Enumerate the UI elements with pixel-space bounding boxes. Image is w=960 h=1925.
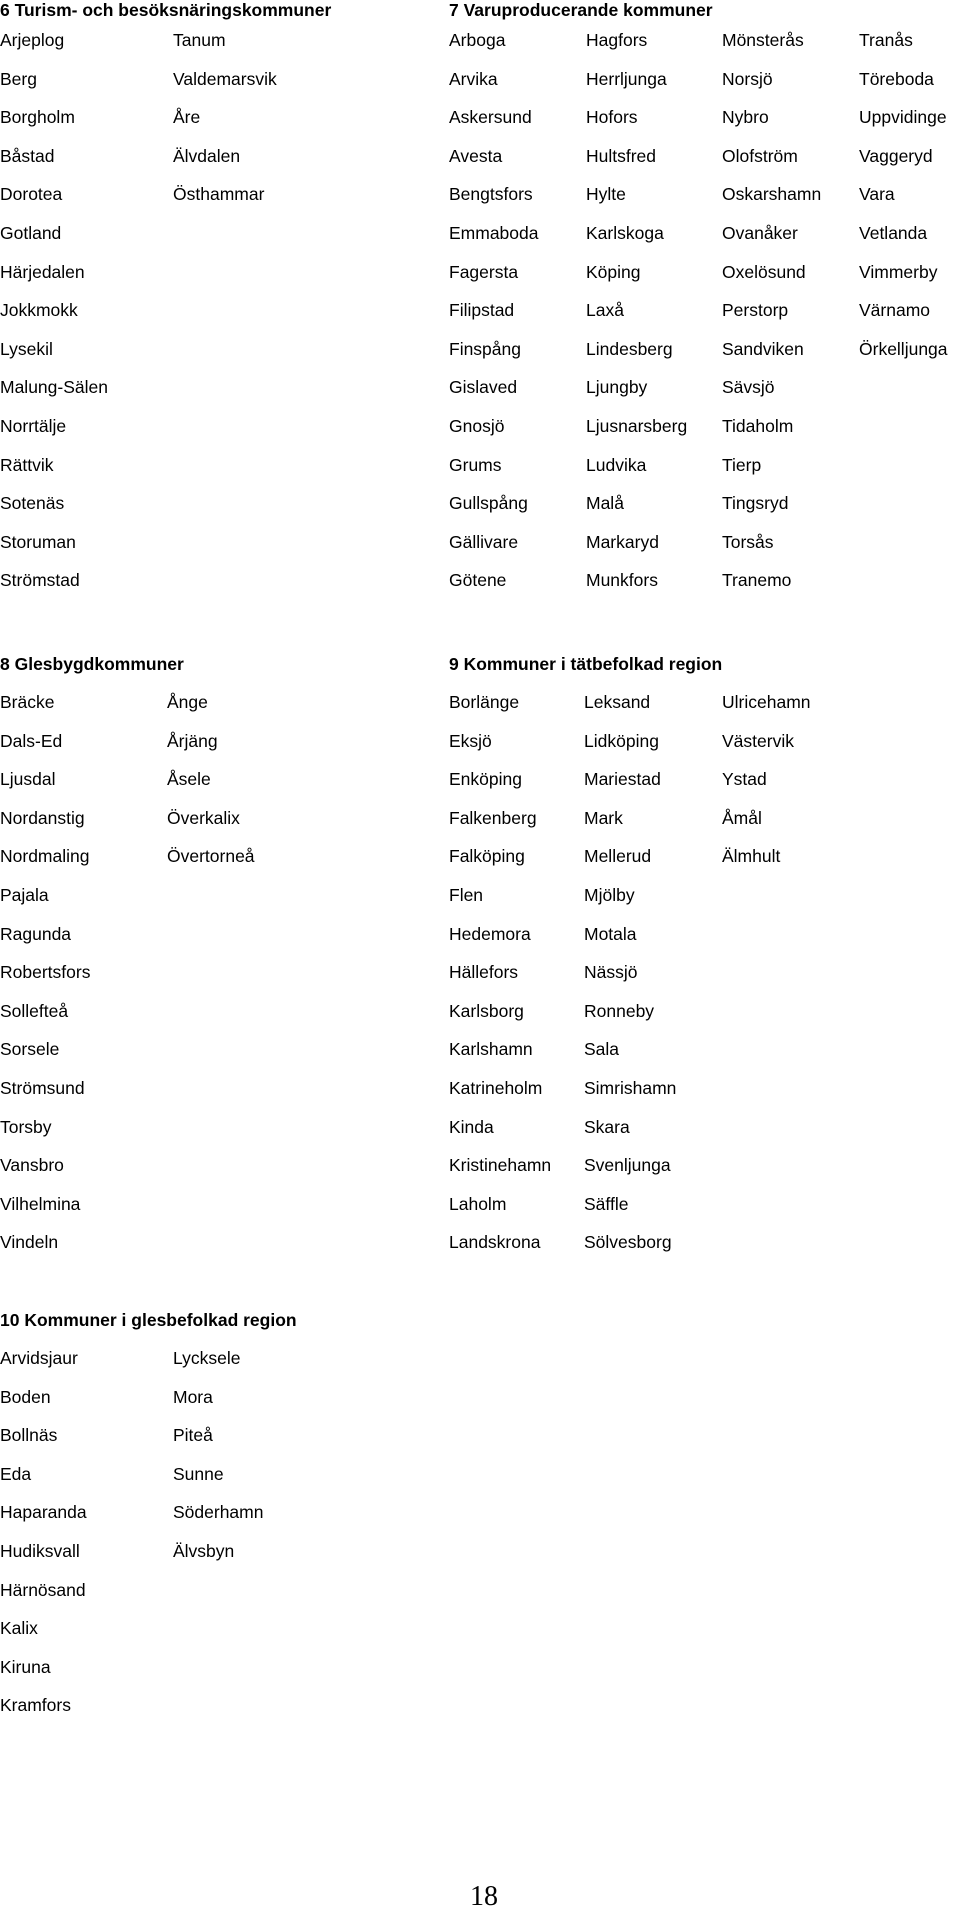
municipality-name: Skara [584, 1116, 630, 1137]
municipality-name: Ludvika [586, 454, 647, 475]
municipality-name: Falköping [449, 846, 525, 867]
municipality-name: Ovanåker [722, 223, 798, 243]
municipality-name: Malung-Sälen [0, 377, 108, 398]
municipality-name: Haparanda [0, 1502, 87, 1523]
municipality-name: Tidaholm [722, 416, 794, 436]
municipality-name: Enköping [449, 769, 522, 790]
municipality-name: Karlskoga [586, 223, 664, 243]
municipality-name: Värnamo [859, 300, 931, 321]
municipality-name: Katrineholm [449, 1078, 543, 1098]
municipality-name: Olofström [722, 145, 798, 166]
municipality-name: Karlsborg [449, 1000, 524, 1021]
municipality-name: Nordanstig [0, 807, 85, 828]
municipality-name: Nässjö [584, 962, 638, 983]
municipality-name: Karlshamn [449, 1039, 533, 1060]
municipality-name: Söderhamn [173, 1502, 264, 1523]
municipality-name: Tierp [722, 454, 762, 475]
municipality-name: Övertorneå [167, 846, 255, 867]
municipality-name: Tranemo [722, 570, 792, 591]
municipality-name: Arboga [449, 30, 506, 50]
municipality-name: Överkalix [167, 807, 240, 828]
municipality-name: Ronneby [584, 1000, 655, 1021]
municipality-name: Oskarshamn [722, 184, 822, 205]
municipality-name: Härnösand [0, 1579, 86, 1600]
section-heading: 9 Kommuner i tätbefolkad region [449, 654, 723, 674]
municipality-name: Nybro [722, 107, 769, 128]
municipality-name: Gällivare [449, 531, 519, 552]
municipality-name: Boden [0, 1386, 51, 1407]
municipality-name: Sala [584, 1039, 620, 1060]
municipality-name: Mora [173, 1386, 213, 1407]
municipality-name: Ljusdal [0, 769, 56, 790]
municipality-name: Kramfors [0, 1695, 71, 1716]
municipality-name: Torsås [722, 531, 774, 552]
municipality-name: Ystad [722, 769, 767, 790]
municipality-name: Avesta [449, 145, 503, 166]
municipality-name: Landskrona [449, 1232, 541, 1253]
municipality-name: Härjedalen [0, 261, 85, 282]
municipality-name: Hagfors [586, 30, 648, 50]
municipality-name: Lysekil [0, 338, 53, 359]
municipality-name: Köping [586, 261, 641, 282]
municipality-name: Sandviken [722, 338, 804, 359]
municipality-name: Malå [586, 493, 624, 514]
municipality-name: Borlänge [449, 692, 520, 712]
municipality-name: Arvidsjaur [0, 1348, 78, 1368]
municipality-name: Vansbro [0, 1155, 64, 1176]
municipality-name: Gotland [0, 223, 62, 243]
municipality-name: Mariestad [584, 769, 661, 790]
municipality-name: Gullspång [449, 493, 528, 514]
municipality-name: Hylte [586, 184, 626, 205]
municipality-name: Årjäng [167, 730, 218, 751]
municipality-name: Vilhelmina [0, 1193, 81, 1214]
municipality-name: Älvdalen [173, 145, 241, 166]
municipality-name: Norrtälje [0, 416, 67, 436]
municipality-name: Ragunda [0, 923, 72, 944]
municipality-name: Flen [449, 885, 484, 905]
municipality-name: Götene [449, 570, 507, 591]
municipality-name: Oxelösund [722, 261, 806, 282]
municipality-name: Bengtsfors [449, 184, 533, 205]
municipality-name: Grums [449, 454, 502, 475]
municipality-name: Eksjö [449, 730, 492, 751]
page-number: 18 [470, 1881, 498, 1912]
municipality-name: Leksand [584, 692, 651, 712]
municipality-name: Töreboda [859, 68, 934, 89]
municipality-name: Hällefors [449, 962, 519, 983]
municipality-name: Tranås [859, 30, 913, 50]
municipality-name: Filipstad [449, 300, 515, 321]
municipality-name: Mönsterås [722, 30, 804, 50]
municipality-name: Jokkmokk [0, 300, 78, 321]
municipality-name: Falkenberg [449, 807, 537, 828]
municipality-name: Motala [584, 923, 637, 944]
municipality-name: Västervik [722, 730, 794, 751]
municipality-name: Lindesberg [586, 338, 673, 359]
municipality-name: Älmhult [722, 846, 781, 867]
municipality-name: Storuman [0, 531, 76, 552]
municipality-name: Strömsund [0, 1078, 85, 1098]
section-heading: 10 Kommuner i glesbefolkad region [0, 1310, 297, 1330]
municipality-name: Emmaboda [449, 223, 539, 243]
municipality-name: Kiruna [0, 1656, 51, 1677]
section-heading: 6 Turism- och besöksnäringskommuner [0, 0, 332, 20]
municipality-name: Ånge [167, 692, 208, 712]
municipality-name: Örkelljunga [859, 338, 948, 359]
municipality-name: Nordmaling [0, 846, 90, 867]
municipality-name: Hultsfred [586, 145, 657, 166]
municipality-name: Kalix [0, 1618, 38, 1639]
municipality-name: Valdemarsvik [173, 68, 277, 89]
municipality-name: Sorsele [0, 1039, 60, 1060]
municipality-name: Perstorp [722, 300, 789, 321]
municipality-name: Lycksele [173, 1348, 241, 1368]
municipality-name: Laxå [586, 300, 624, 321]
municipality-name: Dorotea [0, 184, 63, 205]
municipality-name: Vetlanda [859, 223, 928, 243]
municipality-name: Borgholm [0, 107, 75, 128]
municipality-name: Östhammar [173, 184, 265, 205]
municipality-name: Pajala [0, 885, 49, 905]
municipality-name: Ljungby [586, 377, 648, 398]
section-heading: 7 Varuproducerande kommuner [449, 0, 713, 20]
municipality-name: Vindeln [0, 1232, 59, 1253]
municipality-name: Strömstad [0, 570, 80, 591]
municipality-name: Berg [0, 68, 37, 89]
municipality-name: Älvsbyn [173, 1541, 235, 1561]
municipality-name: Fagersta [449, 261, 519, 282]
municipality-name: Sollefteå [0, 1000, 69, 1021]
municipality-name: Bräcke [0, 692, 55, 712]
municipality-name: Dals-Ed [0, 730, 63, 751]
municipality-name: Lidköping [584, 730, 659, 751]
municipality-name: Säffle [584, 1193, 629, 1214]
municipality-name: Vaggeryd [859, 145, 933, 166]
municipality-name: Kristinehamn [449, 1155, 552, 1176]
municipality-name: Simrishamn [584, 1078, 677, 1098]
municipality-name: Rättvik [0, 454, 54, 475]
municipality-name: Markaryd [586, 531, 659, 552]
municipality-name: Tanum [173, 30, 226, 50]
municipality-name: Herrljunga [586, 68, 667, 89]
municipality-name: Eda [0, 1463, 32, 1484]
municipality-name: Sölvesborg [584, 1232, 672, 1253]
municipality-name: Båstad [0, 145, 55, 166]
municipality-name: Gislaved [449, 377, 518, 398]
municipality-name: Mark [584, 807, 623, 828]
municipality-name: Hudiksvall [0, 1541, 80, 1561]
municipality-name: Finspång [449, 338, 521, 359]
municipality-name: Torsby [0, 1116, 52, 1137]
municipality-name: Vara [859, 184, 895, 205]
municipality-name: Askersund [449, 107, 532, 128]
municipality-name: Sävsjö [722, 377, 775, 398]
municipality-name: Bollnäs [0, 1425, 58, 1446]
municipality-name: Arjeplog [0, 30, 65, 50]
municipality-name: Sotenäs [0, 493, 65, 514]
municipality-name: Gnosjö [449, 416, 505, 436]
municipality-name: Arvika [449, 68, 498, 89]
municipality-name: Norsjö [722, 68, 773, 89]
municipality-name: Svenljunga [584, 1155, 671, 1176]
municipality-name: Kinda [449, 1116, 494, 1137]
municipality-name: Mjölby [584, 885, 635, 905]
municipality-name: Tingsryd [722, 493, 789, 514]
municipality-name: Vimmerby [859, 261, 938, 282]
municipality-name: Åmål [722, 807, 762, 828]
municipality-name: Laholm [449, 1193, 507, 1214]
municipality-name: Hedemora [449, 923, 531, 944]
municipality-name: Ulricehamn [722, 692, 811, 712]
section-heading: 8 Glesbygdkommuner [0, 654, 184, 674]
municipality-name: Sunne [173, 1463, 224, 1484]
municipality-name: Mellerud [584, 846, 652, 867]
municipality-name: Åre [173, 107, 201, 128]
municipality-name: Uppvidinge [859, 107, 947, 128]
municipality-name: Munkfors [586, 570, 658, 591]
municipality-name: Piteå [173, 1425, 213, 1446]
municipality-name: Ljusnarsberg [586, 416, 688, 436]
municipality-name: Åsele [167, 769, 211, 790]
municipality-name: Robertsfors [0, 962, 91, 983]
municipality-name: Hofors [586, 107, 638, 128]
